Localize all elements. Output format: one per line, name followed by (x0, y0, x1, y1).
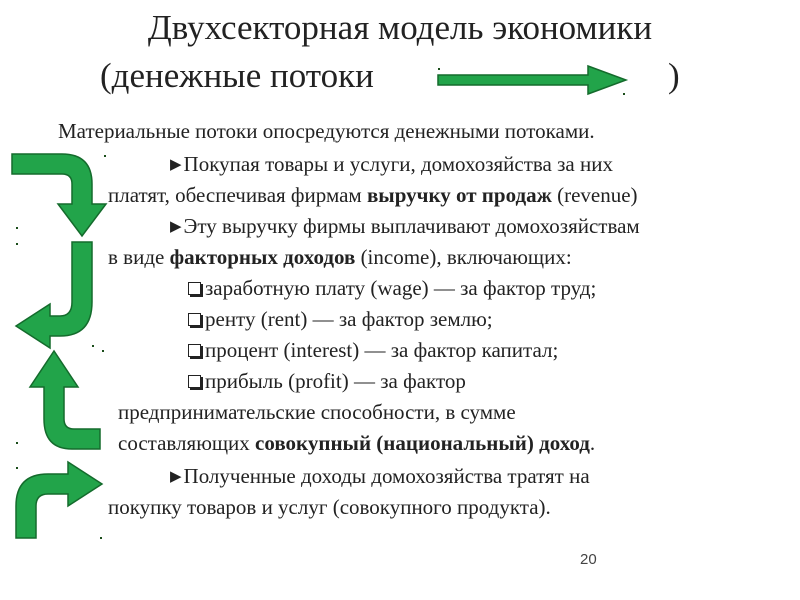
curved-arrow-up-icon (16, 345, 116, 455)
decor-dot (102, 350, 104, 352)
paragraph-1-line-1: ▶Покупая товары и услуги, домохозяйства за них (170, 152, 613, 176)
decor-dot (16, 467, 18, 469)
list-item-interest: процент (interest) — за фактор капитал; (188, 335, 558, 366)
slide-subtitle: (денежные потоки (100, 56, 374, 95)
subtitle-close-paren: ) (668, 56, 680, 95)
national-income-term: совокупный (национальный) доход (255, 431, 590, 455)
checkbox-bullet-icon (188, 282, 201, 295)
slide-title: Двухсекторная модель экономики (147, 8, 653, 47)
decor-dot (438, 68, 440, 70)
triangle-bullet-icon: ▶ (170, 157, 182, 173)
list-continuation-line-2: составляющих совокупный (национальный) доход. (118, 431, 596, 455)
curved-arrow-down-icon (10, 150, 120, 240)
paragraph-2-line-1: ▶Эту выручку фирмы выплачивают домохозяйствам (170, 214, 640, 238)
paragraph-3-line-2: покупку товаров и услуг (совокупного продукта). (108, 495, 551, 519)
list-continuation-line-1: предпринимательские способности, в сумме (118, 400, 516, 424)
intro-text: Материальные потоки опосредуются денежными потоками. (58, 119, 595, 143)
curved-arrow-right-icon (12, 460, 112, 540)
decor-dot (16, 243, 18, 245)
revenue-term: выручку от продаж (366, 183, 552, 207)
triangle-bullet-icon: ▶ (170, 219, 182, 235)
money-flow-arrow-icon (438, 66, 628, 96)
paragraph-2-line-2: в виде факторных доходов (income), включающих: (108, 245, 572, 269)
checkbox-bullet-icon (188, 313, 201, 326)
decor-dot (92, 345, 94, 347)
income-term: факторных доходов (169, 245, 356, 269)
paragraph-1-line-2: платят, обеспечивая фирмам выручку от продаж (revenue) (108, 183, 638, 207)
decor-dot (104, 155, 106, 157)
paragraph-3-line-1: ▶Полученные доходы домохозяйства тратят на (170, 464, 590, 488)
list-item-wage: заработную плату (wage) — за фактор труд; (188, 273, 596, 304)
list-item-profit: прибыль (profit) — за фактор (188, 366, 466, 397)
page-number: 20 (580, 551, 597, 568)
decor-dot (623, 93, 625, 95)
decor-dot (16, 227, 18, 229)
checkbox-bullet-icon (188, 344, 201, 357)
decor-dot (16, 442, 18, 444)
list-item-rent: ренту (rent) — за фактор землю; (188, 304, 493, 335)
decor-dot (100, 537, 102, 539)
checkbox-bullet-icon (188, 375, 201, 388)
curved-arrow-left-icon (10, 240, 120, 350)
triangle-bullet-icon: ▶ (170, 469, 182, 485)
